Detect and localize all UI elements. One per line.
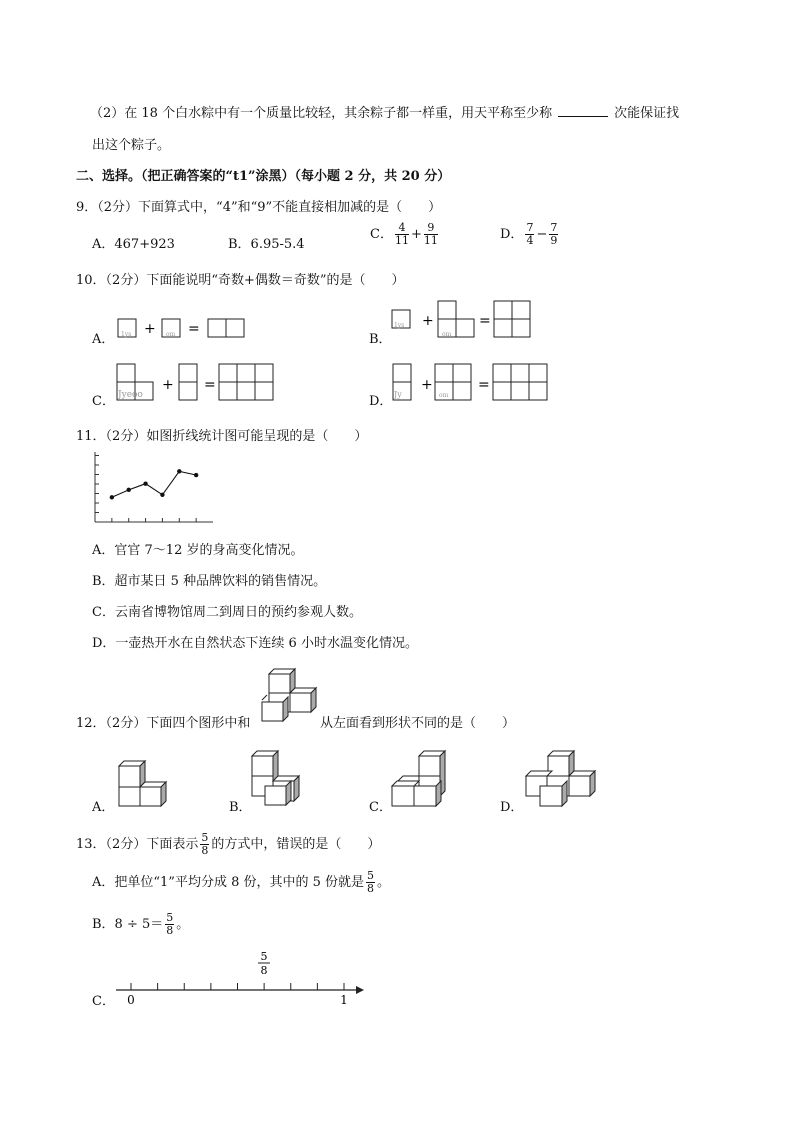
svg-text:1ys: 1ys — [121, 331, 132, 338]
q10-stem: 10．（2分）下面能说明“奇数+偶数＝奇数”的是（ ） — [76, 273, 405, 288]
q12-option-d-label[interactable]: D． — [500, 800, 524, 815]
svg-text:Jy: Jy — [394, 390, 402, 399]
q11-option-a[interactable]: A．官官 7～12 岁的身高变化情况。 — [92, 543, 304, 558]
fraction: $\frac{7}{9}$ — [550, 221, 558, 248]
q12-option-c-figure — [388, 748, 450, 810]
q12-option-c-label[interactable]: C． — [369, 800, 392, 815]
data-line — [112, 471, 196, 497]
q13-number-line — [112, 944, 372, 1006]
svg-text:+: + — [422, 313, 434, 329]
q10-option-c-label[interactable]: C． — [92, 394, 115, 409]
zero-label: 0 — [127, 993, 135, 1006]
one-label: 1 — [340, 993, 348, 1006]
q9-option-a[interactable]: A．467+923 — [92, 237, 175, 252]
q12-option-a-figure — [114, 756, 180, 808]
q11-stem: 11．（2分）如图折线统计图可能呈现的是（ ） — [76, 429, 368, 444]
q9-stem: 9．（2分）下面算式中，“4”和“9”不能直接相加减的是（ ） — [76, 200, 442, 215]
q12-option-b-label[interactable]: B． — [229, 800, 252, 815]
svg-text:om: om — [442, 331, 452, 338]
q8-part2-line1: （2）在 18 个白水粽中有一个质量比较轻，其余粽子都一样重，用天平称至少称 次能保证找 — [90, 106, 680, 121]
q13-option-c-label[interactable]: C． — [92, 994, 115, 1009]
data-point — [160, 493, 164, 497]
q12-stem-end: 从左面看到形状不同的是（ ） — [320, 716, 516, 731]
q9-option-b[interactable]: B．6.95-5.4 — [228, 237, 305, 252]
q12-stem-start: 12．（2分）下面四个图形中和 — [76, 716, 251, 731]
fraction: $\frac{7}{4}$ — [526, 221, 534, 248]
svg-text:1ys: 1ys — [394, 322, 405, 329]
svg-text:+: + — [144, 321, 156, 337]
arrow-head — [356, 986, 364, 994]
q13-option-a[interactable]: A．把单位“1”平均分成 8 份，其中的 5 份就是 $\frac{5}{8}$ 。 — [92, 869, 391, 896]
q8-part2-line2: 出这个粽子。 — [92, 138, 171, 153]
number-line-ticks — [131, 983, 344, 990]
q9-option-c[interactable]: C． $\frac{4}{11}$ + $\frac{9}{11}$ — [370, 221, 438, 248]
q11-option-d[interactable]: D．一壶热开水在自然状态下连续 6 小时水温变化情况。 — [92, 636, 418, 651]
svg-text:Jyeoo: Jyeoo — [118, 390, 143, 400]
svg-text:=: = — [478, 377, 490, 393]
q10-option-a-label[interactable]: A． — [92, 332, 115, 347]
fraction-denominator: 8 — [260, 964, 268, 977]
q10-option-d-label[interactable]: D． — [369, 394, 393, 409]
q12-option-b-figure — [248, 748, 308, 808]
fraction: $\frac{5}{8}$ — [201, 831, 209, 858]
data-point — [177, 469, 181, 473]
svg-text:om: om — [166, 331, 176, 338]
q10-option-a-figure — [110, 312, 255, 344]
q10-option-d-figure — [391, 362, 556, 404]
section-heading: 二、选择。（把正确答案的“t1”涂黑）（每小题 2 分，共 20 分） — [76, 169, 451, 184]
svg-text:+: + — [162, 377, 174, 393]
data-point — [194, 473, 198, 477]
svg-text:+: + — [421, 377, 433, 393]
data-point — [143, 481, 147, 485]
fraction: $\frac{5}{8}$ — [166, 911, 174, 938]
q10-option-b-label[interactable]: B． — [369, 332, 392, 347]
fraction-numerator: 5 — [260, 950, 268, 963]
svg-text:=: = — [204, 377, 216, 393]
fraction: $\frac{9}{11}$ — [423, 221, 438, 248]
q12-option-d-figure — [522, 748, 602, 810]
q9-option-d[interactable]: D． $\frac{7}{4}$ − $\frac{7}{9}$ — [500, 221, 558, 248]
q11-option-b[interactable]: B．超市某日 5 种品牌饮料的销售情况。 — [92, 574, 327, 589]
data-point — [110, 495, 114, 499]
fraction: $\frac{4}{11}$ — [394, 221, 409, 248]
q13-option-b[interactable]: B．8 ÷ 5＝ $\frac{5}{8}$ 。 — [92, 911, 190, 938]
data-point — [127, 488, 131, 492]
q10-option-b-figure — [388, 300, 538, 342]
q10-option-c-figure — [115, 362, 285, 404]
answer-blank[interactable] — [558, 104, 608, 117]
q11-line-chart — [90, 450, 220, 528]
svg-text:=: = — [188, 321, 200, 337]
svg-text:=: = — [479, 313, 491, 329]
svg-text:om: om — [439, 392, 449, 399]
q11-option-c[interactable]: C．云南省博物馆周二到周日的预约参观人数。 — [92, 605, 362, 620]
fraction: $\frac{5}{8}$ — [367, 869, 375, 896]
q13-stem: 13．（2分）下面表示 $\frac{5}{8}$ 的方式中，错误的是（ ） — [76, 831, 381, 858]
q12-option-a-label[interactable]: A． — [92, 800, 115, 815]
q12-reference-cubes — [260, 664, 320, 724]
